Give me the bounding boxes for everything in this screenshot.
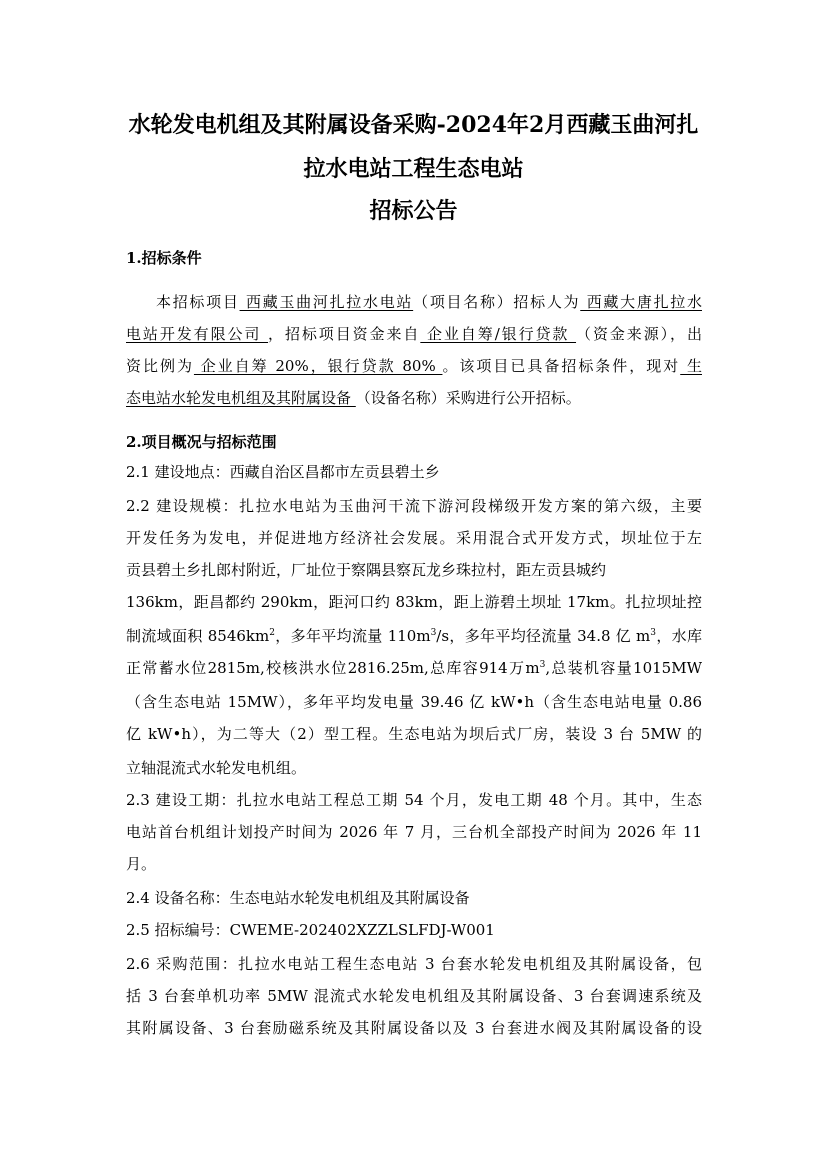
item-2-3-line-3: 月。 xyxy=(126,855,157,873)
section-1-heading: 1.招标条件 xyxy=(126,249,202,267)
item-2-2-line-5 xyxy=(126,624,702,648)
item-2-5: 2.5 招标编号：CWEME-202402XZZLSLFDJ-W001 xyxy=(126,921,495,939)
section-2-heading: 2.项目概况与招标范围 xyxy=(126,433,277,451)
item-2-6-line-3: 其附属设备、3 台套励磁系统及其附属设备以及 3 台套进水阀及其附属设备的设 xyxy=(126,1019,702,1037)
item-2-2-line-1: 2.2 建设规模：扎拉水电站为玉曲河干流下游河段梯级开发方案的第六级，主要 xyxy=(126,497,702,515)
item-2-2-line-4: 136km，距昌都约 290km，距河口约 83km，距上游碧土坝址 17km。扎拉坝址控 xyxy=(126,593,702,611)
text: （设备名称）采购进行公开招标。 xyxy=(355,389,581,407)
item-2-4: 2.4 设备名称：生态电站水轮发电机组及其附属设备 xyxy=(126,889,470,907)
text: （资金来源），出 xyxy=(576,325,702,343)
text: 本招标项目 xyxy=(156,293,240,311)
fund-source: 企业自筹/银行贷款 xyxy=(420,325,577,343)
title-line-1: 水轮发电机组及其附属设备采购-2024年2月西藏玉曲河扎 xyxy=(128,112,699,138)
equipment-name: 生 xyxy=(680,357,702,375)
superscript: 3 xyxy=(650,628,656,638)
section-1-line-4 xyxy=(126,386,702,410)
text: ,总装机容量1015MW xyxy=(545,659,702,677)
item-2-2-line-3: 贡县碧土乡扎郎村附近，厂址位于察隅县察瓦龙乡珠拉村，距左贡县城约 xyxy=(126,561,607,579)
text: 制流域面积 8546km xyxy=(126,627,270,645)
item-2-2-line-8: 亿 kW•h），为二等大（2）型工程。生态电站为坝后式厂房，装设 3 台 5MW 的 xyxy=(126,725,702,743)
section-1-line-1 xyxy=(156,290,702,314)
item-2-2-line-6 xyxy=(126,656,702,680)
text: 资比例为 xyxy=(126,357,194,375)
item-2-2-line-2: 开发任务为发电，并促进地方经济社会发展。采用混合式开发方式，坝址位于左 xyxy=(126,529,702,547)
superscript: 3 xyxy=(430,628,437,638)
superscript: 3 xyxy=(539,660,546,670)
superscript: 2 xyxy=(269,628,275,638)
item-2-2-line-9: 立轴混流式水轮发电机组。 xyxy=(126,759,307,777)
text: ，水库 xyxy=(656,627,702,645)
title-line-2: 拉水电站工程生态电站 xyxy=(303,156,524,182)
text: （项目名称）招标人为 xyxy=(413,293,581,311)
fund-ratio: 企业自筹 20%，银行贷款 80% xyxy=(193,357,443,375)
section-1-line-2 xyxy=(126,322,702,346)
item-2-6-line-2: 括 3 台套单机功率 5MW 混流式水轮发电机组及其附属设备、3 台套调速系统及 xyxy=(126,987,702,1005)
text: 正常蓄水位2815m,校核洪水位2816.25m,总库容914万m xyxy=(126,659,540,677)
item-2-3-line-1: 2.3 建设工期：扎拉水电站工程总工期 54 个月，发电工期 48 个月。其中，生态 xyxy=(126,791,702,809)
item-2-1: 2.1 建设地点：西藏自治区昌都市左贡县碧土乡 xyxy=(126,463,440,481)
text: ，招标项目资金来自 xyxy=(268,325,421,343)
text: /s，多年平均径流量 34.8 亿 m xyxy=(436,627,651,645)
text: 。该项目已具备招标条件，现对 xyxy=(442,357,681,375)
equipment-name-cont: 态电站水轮发电机组及其附属设备 xyxy=(126,389,356,407)
tenderer-name-cont: 电站开发有限公司 xyxy=(126,325,269,343)
tenderer-name: 西藏大唐扎拉水 xyxy=(580,293,702,311)
text: ，多年平均流量 110m xyxy=(274,627,431,645)
item-2-2-line-7: （含生态电站 15MW），多年平均发电量 39.46 亿 kW•h（含生态电站电量 0.86 xyxy=(126,693,702,711)
project-name: 西藏玉曲河扎拉水电站 xyxy=(239,293,414,311)
item-2-3-line-2: 电站首台机组计划投产时间为 2026 年 7 月，三台机全部投产时间为 2026 年 11 xyxy=(126,823,702,841)
item-2-6-line-1: 2.6 采购范围：扎拉水电站工程生态电站 3 台套水轮发电机组及其附属设备，包 xyxy=(126,955,702,973)
title-line-3: 招标公告 xyxy=(369,198,458,224)
section-1-line-3 xyxy=(126,354,702,378)
